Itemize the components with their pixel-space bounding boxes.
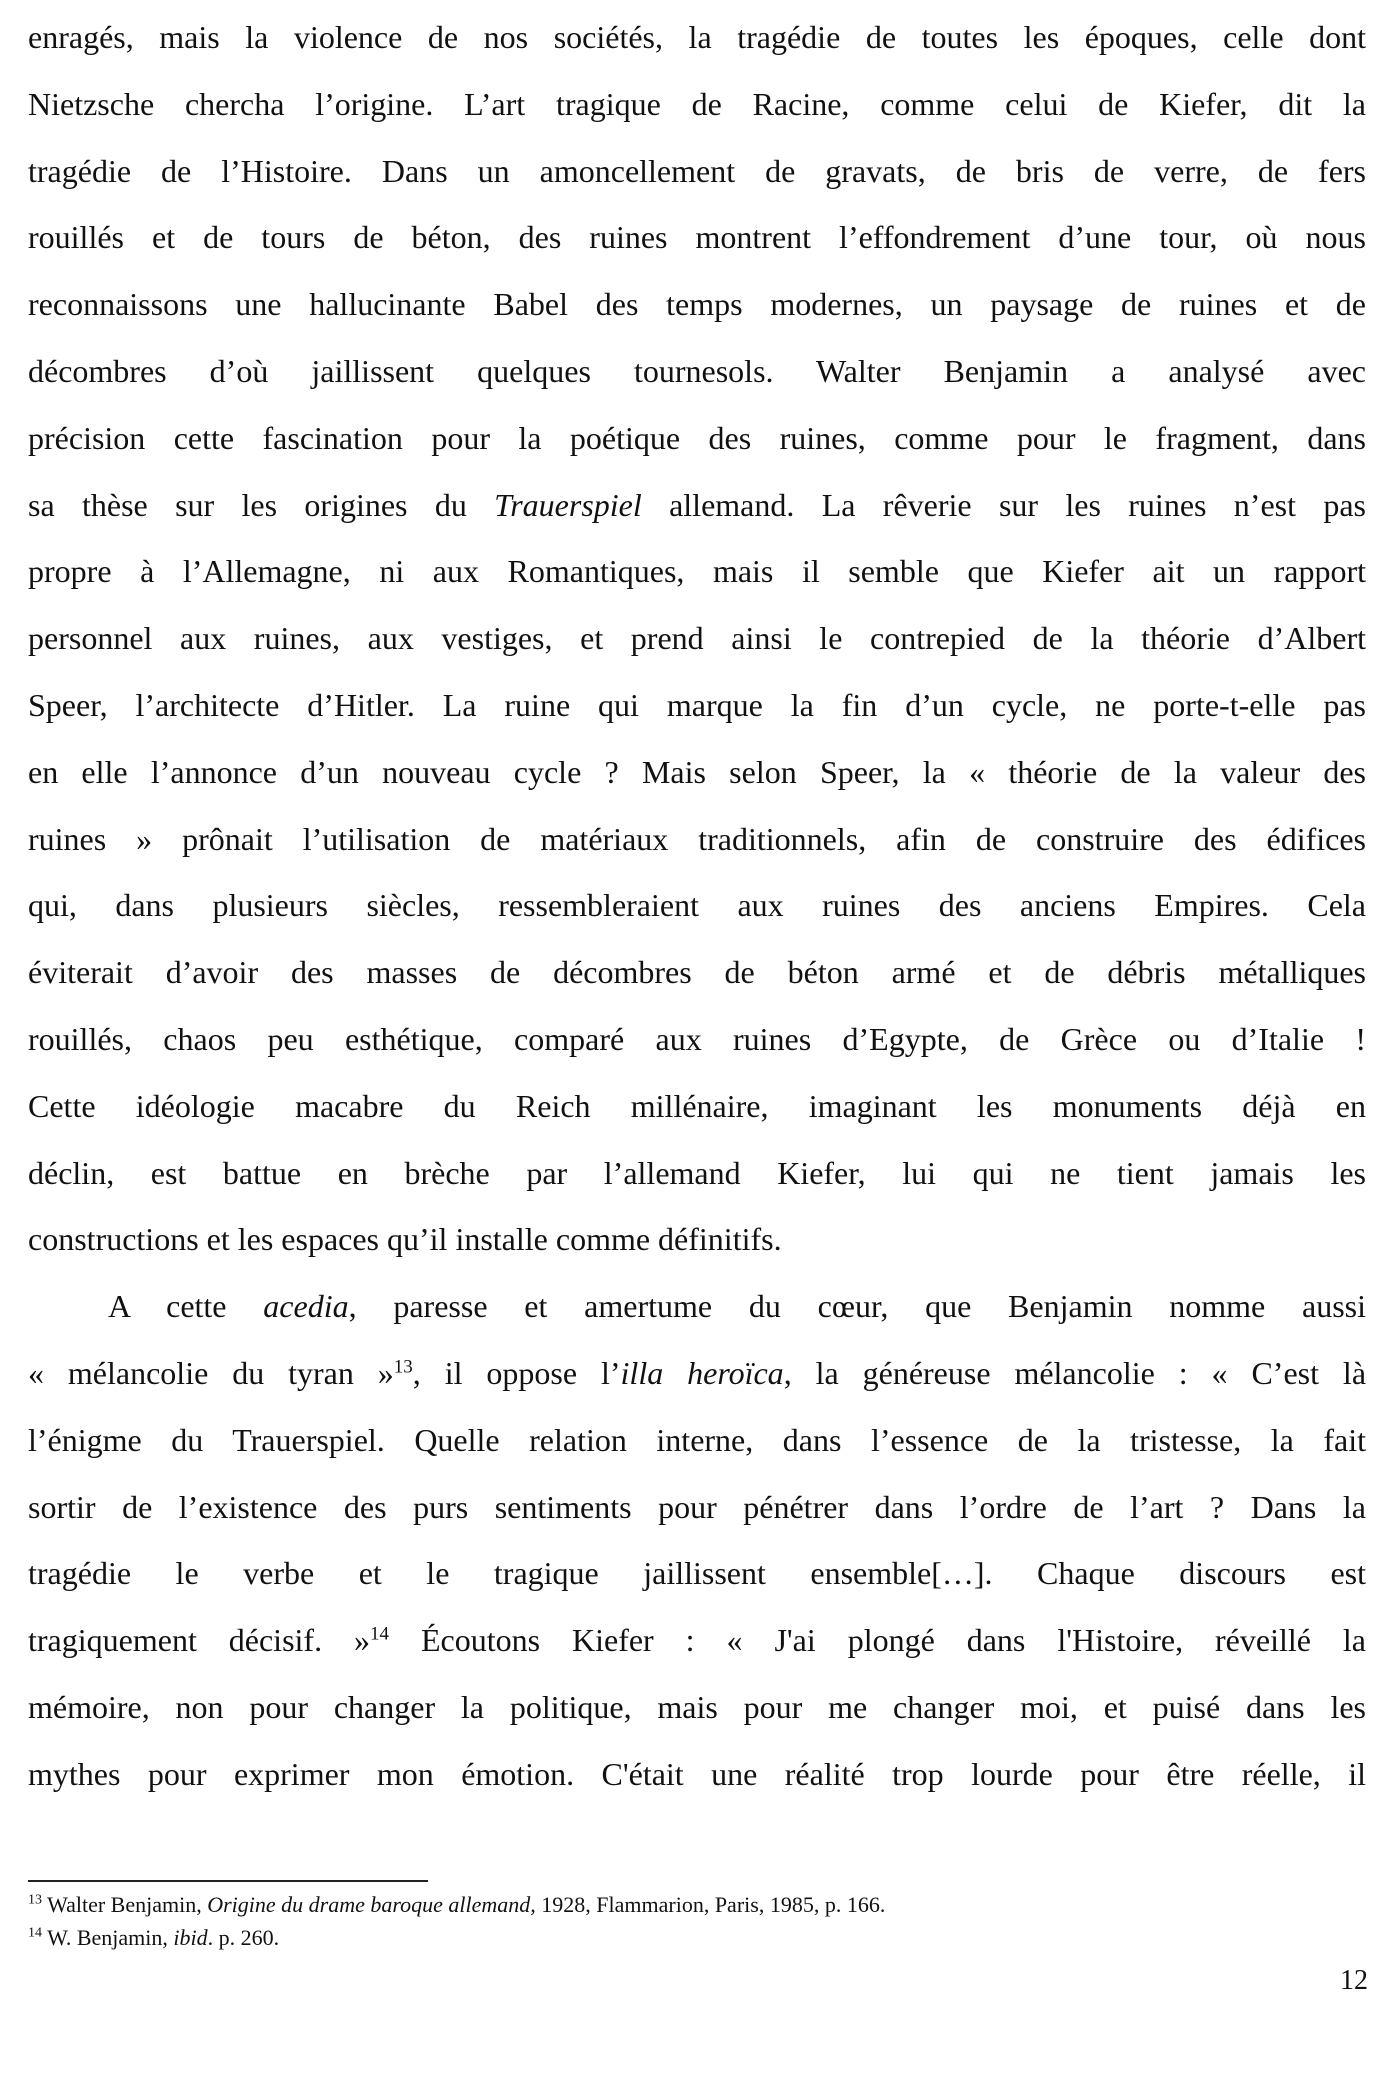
italic-term: illa heroïca xyxy=(620,1354,784,1391)
text-segment: , paresse et amertume du cœur, que Benjamin nomme aussi xyxy=(348,1288,1366,1325)
footnote-13 xyxy=(28,1888,1328,1921)
footnote-number: 13 xyxy=(28,1892,42,1908)
footnote-divider xyxy=(28,1880,428,1882)
text-line: propre à l’Allemagne, ni aux Romantiques, mais il semble que Kiefer ait un rapport xyxy=(28,553,1366,590)
text-line: décombres d’où jaillissent quelques tournesols. Walter Benjamin a analysé avec xyxy=(28,352,1366,389)
text-line: sortir de l’existence des purs sentiments pour pénétrer dans l’ordre de l’art ? Dans la xyxy=(28,1488,1366,1525)
text-line: éviterait d’avoir des masses de décombres de béton armé et de débris métalliques xyxy=(28,954,1366,991)
italic-title: Origine du drame baroque allemand, xyxy=(207,1892,536,1917)
text-segment: W. Benjamin, xyxy=(42,1925,174,1950)
body-text xyxy=(28,4,1366,1808)
italic-term: ibid xyxy=(173,1925,208,1950)
footnote-ref-14[interactable]: 14 xyxy=(370,1623,390,1645)
text-line: ruines » prônait l’utilisation de matériaux traditionnels, afin de construire des édifices xyxy=(28,820,1366,857)
text-line: précision cette fascination pour la poétique des ruines, comme pour le fragment, dans xyxy=(28,419,1366,456)
text-line: enragés, mais la violence de nos sociétés, la tragédie de toutes les époques, celle dont xyxy=(28,19,1366,55)
text-segment: 1928, Flammarion, Paris, 1985, p. 166. xyxy=(535,1892,886,1917)
text-segment: allemand. La rêverie sur les ruines n’est pas xyxy=(641,486,1366,523)
italic-term: acedia xyxy=(263,1288,349,1325)
text-line: l’énigme du Trauerspiel. Quelle relation interne, dans l’essence de la tristesse, la fait xyxy=(28,1421,1366,1458)
text-line: rouillés et de tours de béton, des ruines montrent l’effondrement d’une tour, où nous xyxy=(28,219,1366,256)
text-line: qui, dans plusieurs siècles, ressembleraient aux ruines des anciens Empires. Cela xyxy=(28,887,1366,924)
footnote-ref-13[interactable]: 13 xyxy=(393,1356,413,1378)
text-line xyxy=(28,1273,1366,1340)
text-segment: , il oppose l’ xyxy=(412,1354,621,1391)
text-segment: , la généreuse mélancolie : « C’est là xyxy=(783,1354,1366,1391)
text-line: tragédie de l’Histoire. Dans un amoncellement de gravats, de bris de verre, de fers xyxy=(28,152,1366,189)
text-line: reconnaissons une hallucinante Babel des temps modernes, un paysage de ruines et de xyxy=(28,286,1366,323)
text-segment: Écoutons Kiefer : « J'ai plongé dans l'Histoire, réveillé la xyxy=(389,1622,1366,1659)
paragraph-end-line: constructions et les espaces qu’il installe comme définitifs. xyxy=(28,1221,782,1258)
text-segment: tragiquement décisif. » xyxy=(28,1622,371,1659)
text-line: Cette idéologie macabre du Reich millénaire, imaginant les monuments déjà en xyxy=(28,1087,1366,1124)
page-number: 12 xyxy=(1340,1965,1368,1996)
text-line xyxy=(28,1340,1366,1407)
text-line: déclin, est battue en brèche par l’allemand Kiefer, lui qui ne tient jamais les xyxy=(28,1154,1366,1191)
text-line: tragédie le verbe et le tragique jaillissent ensemble[…]. Chaque discours est xyxy=(28,1555,1366,1592)
text-line: Nietzsche chercha l’origine. L’art tragique de Racine, comme celui de Kiefer, dit la xyxy=(28,85,1366,122)
text-line: en elle l’annonce d’un nouveau cycle ? Mais selon Speer, la « théorie de la valeur des xyxy=(28,753,1366,790)
text-segment: « mélancolie du tyran » xyxy=(28,1354,394,1391)
text-line: mémoire, non pour changer la politique, mais pour me changer moi, et puisé dans les xyxy=(28,1688,1366,1725)
text-segment: Walter Benjamin, xyxy=(42,1892,208,1917)
text-line: Speer, l’architecte d’Hitler. La ruine qui marque la fin d’un cycle, ne porte-t-elle pas xyxy=(28,686,1366,723)
text-line: personnel aux ruines, aux vestiges, et prend ainsi le contrepied de la théorie d’Albert xyxy=(28,620,1366,657)
text-segment: A cette xyxy=(108,1288,264,1325)
text-line xyxy=(28,1607,1366,1674)
text-line: rouillés, chaos peu esthétique, comparé aux ruines d’Egypte, de Grèce ou d’Italie ! xyxy=(28,1020,1366,1057)
footnotes xyxy=(28,1888,1328,1954)
footnote-14 xyxy=(28,1921,1328,1954)
italic-title: Trauerspiel xyxy=(494,486,642,523)
text-segment: sa thèse sur les origines du xyxy=(28,486,495,523)
footnote-number: 14 xyxy=(28,1925,42,1941)
text-segment: . p. 260. xyxy=(207,1925,280,1950)
text-line: mythes pour exprimer mon émotion. C'était une réalité trop lourde pour être réelle, il xyxy=(28,1755,1366,1792)
text-line xyxy=(28,472,1366,539)
